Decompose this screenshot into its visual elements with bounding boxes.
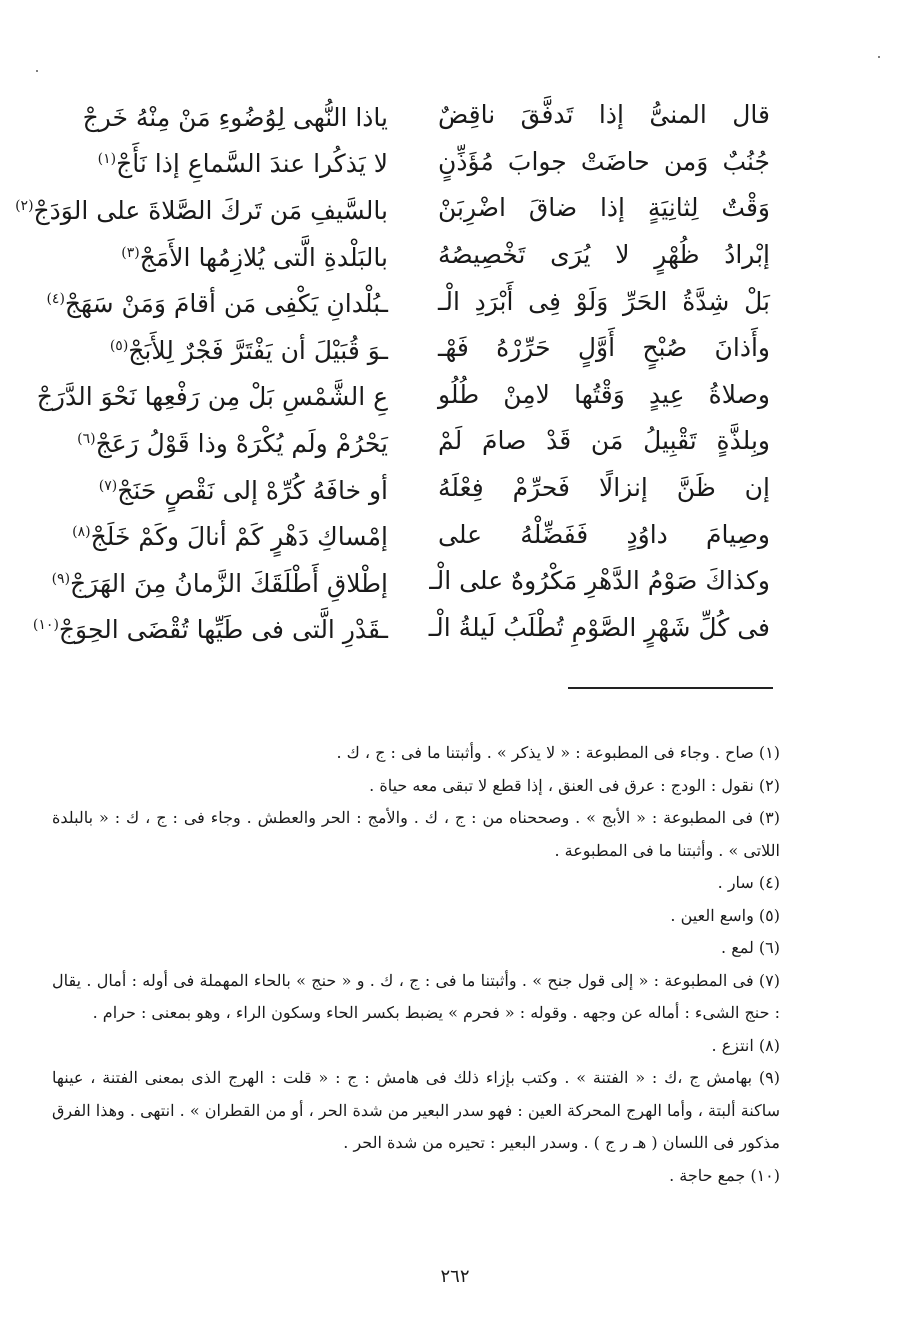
verse-second-hemistich xyxy=(70,416,388,467)
page-number: ٢٦٢ xyxy=(440,1266,470,1287)
scan-speck xyxy=(36,70,38,72)
verse xyxy=(70,465,770,512)
footnote: (٢) نقول : الودج : عرق فى العنق ، إذا قطع لا تبقى معه حياة . xyxy=(369,775,780,795)
footnote-separator xyxy=(568,687,773,689)
verse-second-hemistich xyxy=(51,556,388,607)
footnote: (٣) فى المطبوعة : « الأبج » . وصححناه من : ج ، ك . والأمج : الحر والعطش . وجاء فى : ج ، ك : « بالبلدة اللاتى » . وأثبتنا ما فى المطبوعة . xyxy=(52,808,780,860)
verse xyxy=(70,92,770,139)
verse xyxy=(70,139,770,186)
verse xyxy=(32,605,770,652)
verse-first-hemistich: بَلْ شِدَّةُ الحَرِّ وَلَوْ فِى أَبْرَدِ الْـ xyxy=(438,286,770,316)
hemistich-text: عِ الشَّمْسِ بَلْ مِن رَفْعِها نَحْوَ الدَّرَجْ xyxy=(36,382,388,412)
footnote-ref: (٩) xyxy=(51,570,71,587)
hemistich-text: بالسَّيفِ مَن تَركَ الصَّلاةَ على الوَدَجْ xyxy=(33,195,388,225)
footnote-ref: (١) xyxy=(97,151,117,168)
footnote-ref: (٣) xyxy=(121,244,140,261)
verse-first-hemistich: إبْرادُ ظُهْرٍ لا يُرَى تَخْصِيصُهُ xyxy=(438,240,770,270)
verse-first-hemistich: إن ظَنَّ إنزالًا فَحرِّمْ فِعْلَهُ xyxy=(438,473,770,503)
verse-first-hemistich: قال المنىُّ إذا تَدفَّقَ ناقِضٌ xyxy=(438,100,770,130)
footnote: (٦) لمع . xyxy=(721,938,780,957)
footnote: (٧) فى المطبوعة : « إلى قول جنح » . وأثبتنا ما فى : ج ، ك . و « حنج » بالحاء المهملة فى أوله : أمال . يقال : حنج الشىء : أماله عن وجهه . وقوله : « فحرم » يضبط بكسر الحاء وسكون الراء ، وهو بمعنى : حرام . xyxy=(52,970,780,1022)
footnote: (١٠) جمع حاجة . xyxy=(669,1165,780,1185)
hemistich-text: لا يَذكُرا عندَ السَّماعِ إذا نَأَجْ xyxy=(116,149,388,179)
footnote: (٨) انتزع . xyxy=(711,1035,780,1055)
verse-second-hemistich xyxy=(15,183,388,234)
verse-first-hemistich: وأَذانَ صُبْحٍ أَوَّلٍ حَرِّرْهُ فَهْـ xyxy=(438,333,770,363)
verse-second-hemistich xyxy=(70,230,388,281)
footnote-ref: (٧) xyxy=(98,477,118,494)
verse xyxy=(51,558,770,605)
verse-second-hemistich xyxy=(70,90,388,141)
footnotes xyxy=(52,737,780,1192)
verse-second-hemistich xyxy=(70,323,388,374)
footnote-ref: (٦) xyxy=(77,430,96,447)
verse-second-hemistich xyxy=(70,463,388,514)
verse xyxy=(46,278,770,325)
footnote: (٥) واسع العين . xyxy=(670,905,780,925)
verse xyxy=(70,325,770,372)
footnote: (١) صاح . وجاء فى المطبوعة : « لا يذكر » . وأثبتنا ما فى : ج ، ك . xyxy=(336,743,780,762)
verse-first-hemistich: وصِيامَ داوُدٍ فَفَضِّلْهُ على xyxy=(438,519,770,549)
footnote-ref: (٥) xyxy=(109,337,129,354)
hemistich-text: ـوَ قُبَيْلَ أن يَفْتَرَّ فَجْرٌ لِلأَبَجْ xyxy=(128,335,388,365)
verse-first-hemistich: وصلاةُ عِيدٍ وَقْتُها لامِنْ طُلُو xyxy=(438,379,770,409)
footnote-ref: (٨) xyxy=(72,524,91,541)
verse-first-hemistich: فى كُلِّ شَهْرٍ الصَّوْمِ تُطْلَبُ لَيلةُ الْـ xyxy=(428,612,770,642)
scan-speck xyxy=(878,56,880,58)
verse xyxy=(15,185,770,232)
verse-second-hemistich xyxy=(32,602,388,653)
verse-first-hemistich: جُنُبٌ وَمن حاضَتْ جوابَ مُؤَذِّنٍ xyxy=(438,146,770,176)
poem xyxy=(15,92,770,651)
verse-second-hemistich xyxy=(36,369,388,420)
hemistich-text: ياذا النُّهى لِوُضُوءِ مَنْ مِنْهُ خَرجْ xyxy=(82,102,388,132)
verse-second-hemistich xyxy=(46,276,388,327)
hemistich-text: ـقَدْرِ الَّتى فى طَيِّها تُقْضَى الحِوَجْ xyxy=(58,615,388,645)
hemistich-text: بالبَلْدةِ الَّتى يُلازِمُها الأَمَجْ xyxy=(139,242,388,272)
hemistich-text: يَحْرُمْ ولَم يُكْرَهْ وذا قَوْلُ رَعَجْ xyxy=(95,428,388,458)
verse-first-hemistich: وَقْتٌ لِثانِيَةٍ إذا ضاقَ اضْرِبَنْ xyxy=(438,193,770,223)
verse xyxy=(70,418,770,465)
footnote-ref: (١٠) xyxy=(32,617,59,634)
verse-first-hemistich: وبِلذَّةٍ تَقْبِيلُ مَن قَدْ صامَ لَمْ xyxy=(438,426,770,456)
footnote-ref: (٤) xyxy=(46,291,65,308)
verse xyxy=(70,232,770,279)
verse xyxy=(70,511,770,558)
verse xyxy=(36,372,770,419)
footnote-ref: (٢) xyxy=(15,197,34,214)
verse-first-hemistich: وكذاكَ صَوْمُ الدَّهْرِ مَكْرُوهٌ على الْـ xyxy=(429,566,770,596)
hemistich-text: أو خافَهُ كُرِّهْ إلى نَقْصٍ حَنَجْ xyxy=(117,475,388,505)
verse-second-hemistich xyxy=(70,136,388,187)
hemistich-text: ـبُلْدانِ يَكْفِى مَن أقامَ وَمَنْ سَهَجْ xyxy=(64,289,388,319)
verse-second-hemistich xyxy=(70,509,388,560)
hemistich-text: إمْساكِ دَهْرٍ كَمْ أنالَ وكَمْ خَلَجْ xyxy=(90,522,388,552)
hemistich-text: إطْلاقِ أَطْلَقَكَ الزَّمانُ مِنَ الهَرَجْ xyxy=(70,568,388,598)
footnote: (٩) بهامش ج ،ك : « الفتنة » . وكتب بإزاء ذلك فى هامش : ج : « قلت : الهرج الذى بمعنى الفتنة ، عينها ساكنة ألبتة ، وأما الهرج المحركة العين : فهو سدر البعير من شدة الحر ، أو من القطران » . انتهى . وهذا الفرق مذكور فى اللسان ( هـ ر ج ) . وسدر البعير : تحيره من شدة الحر . xyxy=(52,1068,781,1152)
footnote: (٤) سار . xyxy=(717,873,780,892)
